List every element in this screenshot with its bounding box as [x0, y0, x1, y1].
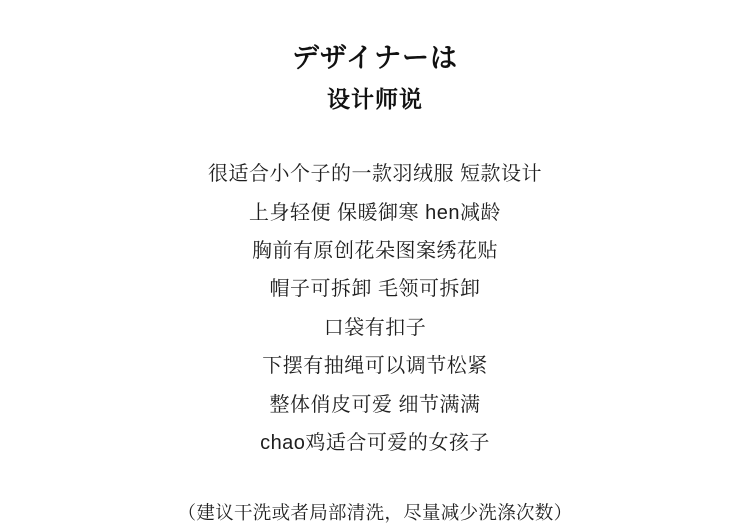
description-line: 上身轻便 保暖御寒 hen减龄: [249, 201, 501, 224]
care-note-block: [178, 498, 573, 528]
heading-block: [292, 38, 458, 117]
description-line: 下摆有抽绳可以调节松紧: [262, 355, 488, 378]
heading-chinese: 设计师说: [327, 85, 423, 112]
description-block: [208, 155, 542, 462]
description-line: 很适合小个子的一款羽绒服 短款设计: [207, 163, 543, 186]
description-line: 整体俏皮可爱 细节满满: [269, 393, 481, 416]
heading-japanese: デザイナーは: [291, 43, 459, 73]
description-line: 口袋有扣子: [323, 316, 427, 339]
care-note-text: （建议干洗或者局部清洗，尽量减少洗涤次数）: [177, 502, 573, 524]
description-line: 胸前有原创花朵图案绣花贴: [252, 240, 498, 263]
description-line: 帽子可拆卸 毛领可拆卸: [269, 278, 481, 301]
description-line: chao鸡适合可爱的女孩子: [260, 432, 490, 455]
